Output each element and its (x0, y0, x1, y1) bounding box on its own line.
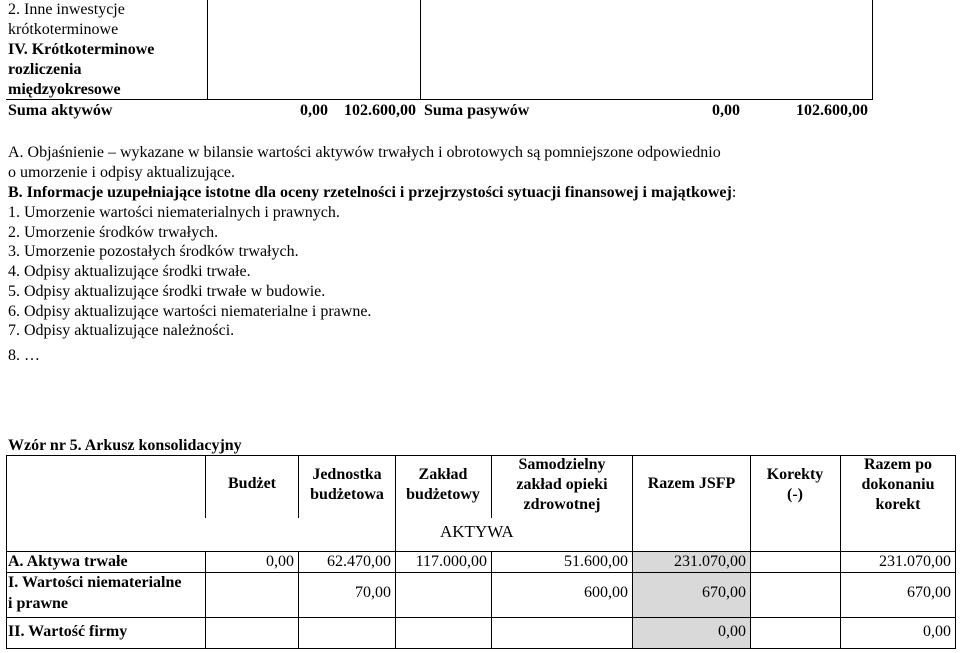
header-zaklad: Zakład budżetowy (406, 466, 480, 503)
table-line (6, 455, 956, 456)
header-korekty: Korekty (-) (766, 466, 824, 503)
table-line (298, 455, 299, 518)
table-line (750, 455, 751, 649)
cell-value: 670,00 (907, 584, 951, 601)
note-a: o umorzenie i odpisy aktualizujące. (8, 164, 236, 181)
row-label: i prawne (8, 595, 68, 612)
note-item: 4. Odpisy aktualizujące środki trwałe. (8, 263, 251, 280)
header-budzet: Budżet (228, 475, 276, 492)
top-table-line (207, 0, 208, 100)
note-item: 8. … (8, 347, 40, 364)
cell-value: 231.070,00 (879, 553, 951, 570)
table-line (298, 551, 299, 649)
note-item: 6. Odpisy aktualizujące wartości niematerialne i prawne. (8, 303, 372, 320)
note-a: A. Objaśnienie – wykazane w bilansie wartości aktywów trwałych i obrotowych są pomniejszone odpowiednio (8, 144, 721, 161)
form-title: Wzór nr 5. Arkusz konsolidacyjny (8, 437, 242, 454)
table-line (491, 455, 492, 518)
cell-value: 62.470,00 (327, 553, 391, 570)
header-jednostka: Jednostka budżetowa (310, 466, 384, 503)
table-line (955, 455, 956, 649)
cell-value: 0,00 (923, 623, 951, 640)
header-samodzielny: Samodzielny zakład opieki zdrowotnej (516, 456, 608, 513)
cell-value: 70,00 (355, 584, 391, 601)
sum-liabilities-label: Suma pasywów (424, 102, 530, 119)
balance-item-label: rozliczenia (8, 61, 82, 78)
cell-value: 600,00 (584, 584, 628, 601)
balance-item-label: IV. Krótkoterminowe (8, 41, 155, 58)
sum-liabilities-value: 102.600,00 (796, 102, 868, 119)
top-table-line (420, 0, 421, 100)
note-item: 3. Umorzenie pozostałych środków trwałych. (8, 243, 299, 260)
note-item: 2. Umorzenie środków trwałych. (8, 224, 219, 241)
table-line (6, 617, 956, 618)
row-label: A. Aktywa trwałe (8, 553, 128, 570)
cell-value: 0,00 (266, 553, 294, 570)
balance-item-label: 2. Inne inwestycje (8, 1, 125, 18)
section-aktywa: AKTYWA (440, 522, 514, 541)
top-table-line (872, 0, 873, 100)
table-line (491, 551, 492, 649)
note-b-colon: : (731, 184, 737, 201)
balance-item-label: międzyokresowe (8, 81, 121, 98)
sum-assets-value: 0,00 (300, 102, 328, 119)
sum-assets-value: 102.600,00 (344, 102, 416, 119)
note-item: 5. Odpisy aktualizujące środki trwałe w budowie. (8, 283, 326, 300)
table-line (205, 551, 206, 649)
table-line (6, 648, 956, 649)
balance-item-label: krótkoterminowe (8, 21, 119, 38)
sum-assets-label: Suma aktywów (8, 102, 113, 119)
cell-value: 0,00 (718, 623, 746, 640)
note-item: 7. Odpisy aktualizujące należności. (8, 322, 235, 339)
cell-value: 117.000,00 (415, 553, 487, 570)
table-line (6, 455, 7, 649)
cell-value: 51.600,00 (564, 553, 628, 570)
note-item: 1. Umorzenie wartości niematerialnych i prawnych. (8, 204, 340, 221)
cell-value: 670,00 (702, 584, 746, 601)
header-razem-jsfp: Razem JSFP (647, 475, 736, 492)
row-label: II. Wartość firmy (8, 623, 128, 640)
cell-value: 231.070,00 (674, 553, 746, 570)
sum-liabilities-value: 0,00 (712, 102, 740, 119)
note-b-text: B. Informacje uzupełniające istotne dla oceny rzetelności i przejrzystości sytuacji finansowej i majątkowej (8, 184, 732, 201)
table-line (395, 455, 396, 649)
top-table-line (6, 99, 872, 100)
table-line (840, 455, 841, 649)
note-b-heading (8, 183, 736, 202)
row-label: I. Wartości niematerialne (8, 574, 182, 591)
header-razem-po: Razem po dokonaniu korekt (861, 456, 935, 513)
